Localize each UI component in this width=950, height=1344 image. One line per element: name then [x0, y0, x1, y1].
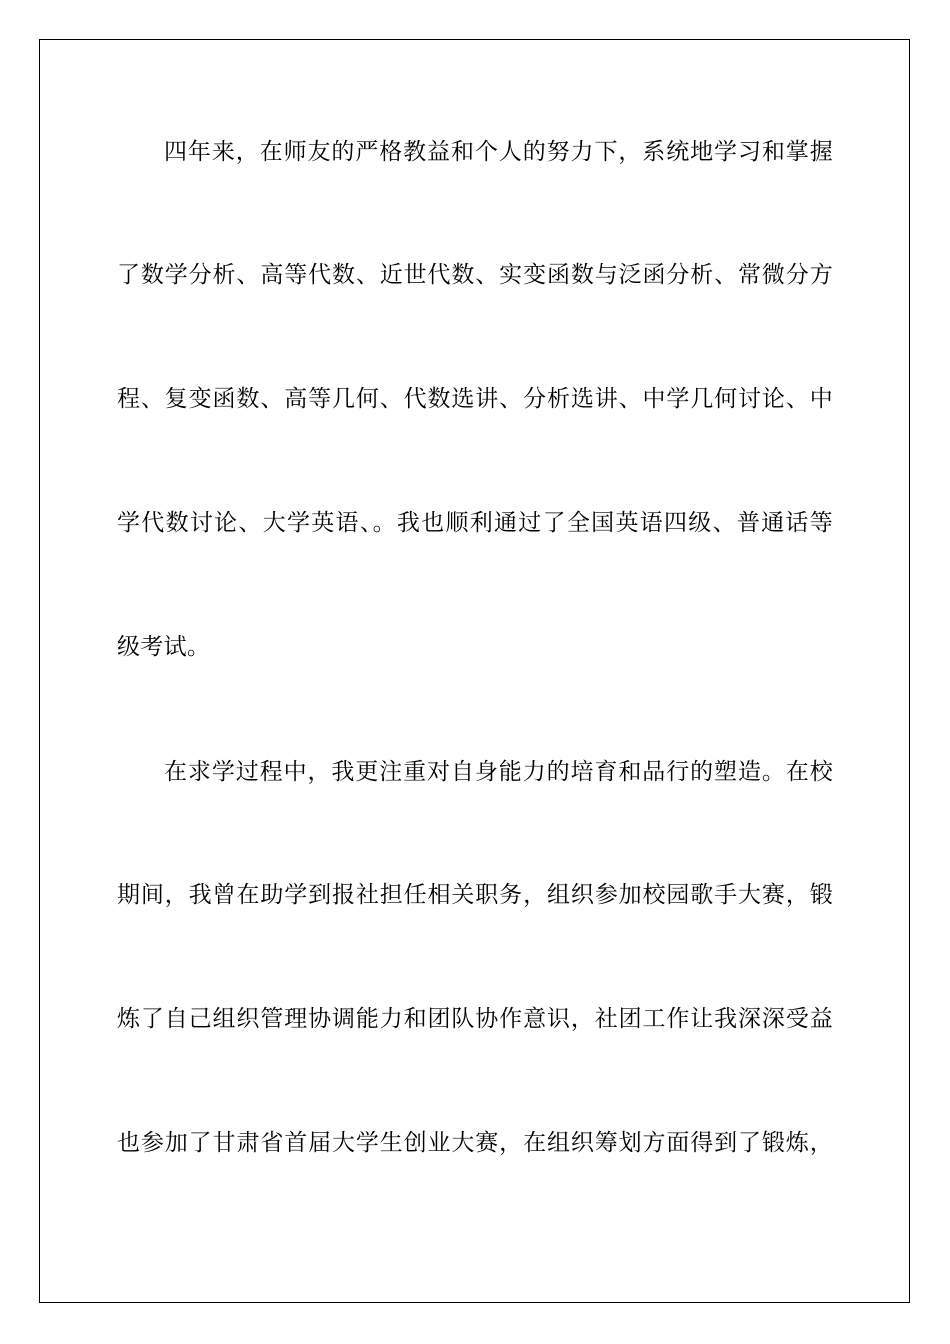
paragraph-1-line-1: 四年来，在师友的严格教益和个人的努力下，系统地学习和掌握 [164, 139, 833, 165]
page-border [39, 39, 910, 1303]
paragraph-2-line-1: 在求学过程中，我更注重对自身能力的培育和品行的塑造。在校 [164, 759, 833, 785]
paragraph-1-line-5: 级考试。 [117, 634, 211, 660]
paragraph-1-line-4: 学代数讨论、大学英语、。我也顺利通过了全国英语四级、普通话等 [117, 510, 833, 536]
paragraph-1-line-2: 了数学分析、高等代数、近世代数、实变函数与泛函分析、常微分方 [117, 262, 833, 288]
paragraph-2-line-4: 也参加了甘肃省首届大学生创业大赛，在组织筹划方面得到了锻炼， [117, 1130, 833, 1156]
paragraph-1-line-3: 程、复变函数、高等几何、代数选讲、分析选讲、中学几何讨论、中 [117, 386, 833, 412]
paragraph-2-line-2: 期间，我曾在助学到报社担任相关职务，组织参加校园歌手大赛，锻 [117, 882, 833, 908]
paragraph-2-line-3: 炼了自己组织管理协调能力和团队协作意识，社团工作让我深深受益 [117, 1006, 833, 1032]
